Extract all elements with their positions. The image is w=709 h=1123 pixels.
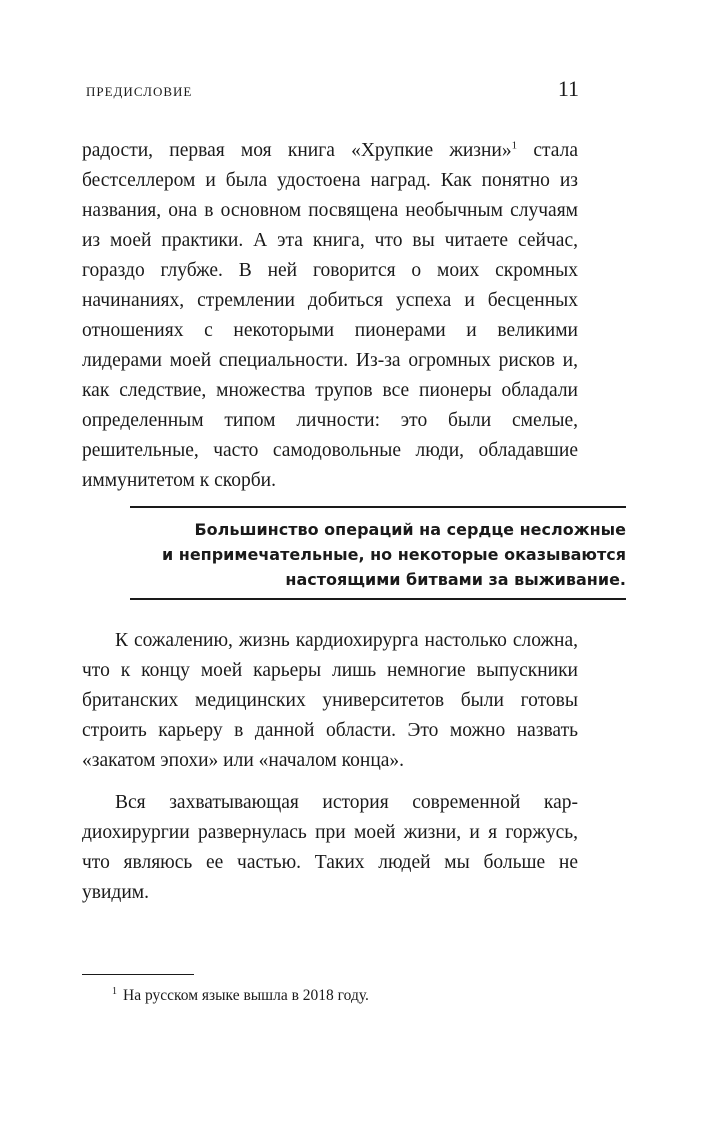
page-number: 11 (557, 76, 579, 101)
body-paragraph-3: Вся захватывающая история современной кардиохирургии развернулась при моей жизни, и я горжусь, что являюсь ее частью. Таких людей мы больше не увидим. (82, 792, 578, 903)
body-paragraph-1 (82, 136, 578, 496)
pullquote (130, 517, 626, 592)
footnote-reference: 1 (511, 139, 518, 152)
footnote-text: На русском языке вышла в 2018 году. (123, 987, 369, 1004)
paragraph-1-text-after-note: стала бестселлером и была удостоена наград. Как понятно из названия, она в основном посвящена необычным случаям из моей практики. А эта книга, что вы читаете сейчас, гораздо глубже. В ней говорится о моих скромных начинаниях, стремлении добиться успеха и бесценных отношениях с некоторыми пионерами и великими лидерами моей специальности. Из-за огромных рисков и, как следствие, множества трупов все пионеры обладали определенным типом личности: это были смелые, решительные, часто самодовольные люди, обладавшие иммунитетом к скорби. (82, 140, 578, 491)
running-head: ПРЕДИСЛОВИЕ (86, 84, 193, 99)
footnote (112, 985, 369, 1007)
footnote-rule (82, 974, 194, 975)
body-paragraph-2: К сожалению, жизнь кардиохирурга настолько сложна, что к концу моей карьеры лишь немногие выпускники британских медицинских университетов были готовы строить карьеру в данной области. Это можно назвать «закатом эпохи» или «началом конца». (82, 630, 578, 771)
footnote-mark: 1 (112, 985, 117, 997)
pullquote-line-1: Большинство операций на сердце несложные (194, 520, 626, 539)
pullquote-top-rule (130, 506, 626, 508)
paragraph-1-text-before-note: радости, первая моя книга «Хрупкие жизни» (82, 140, 512, 161)
pullquote-bottom-rule (130, 598, 626, 600)
pullquote-line-3: настоящими битвами за выживание. (285, 570, 626, 589)
pullquote-line-2: и непримечательные, но некоторые оказываются (161, 545, 626, 564)
